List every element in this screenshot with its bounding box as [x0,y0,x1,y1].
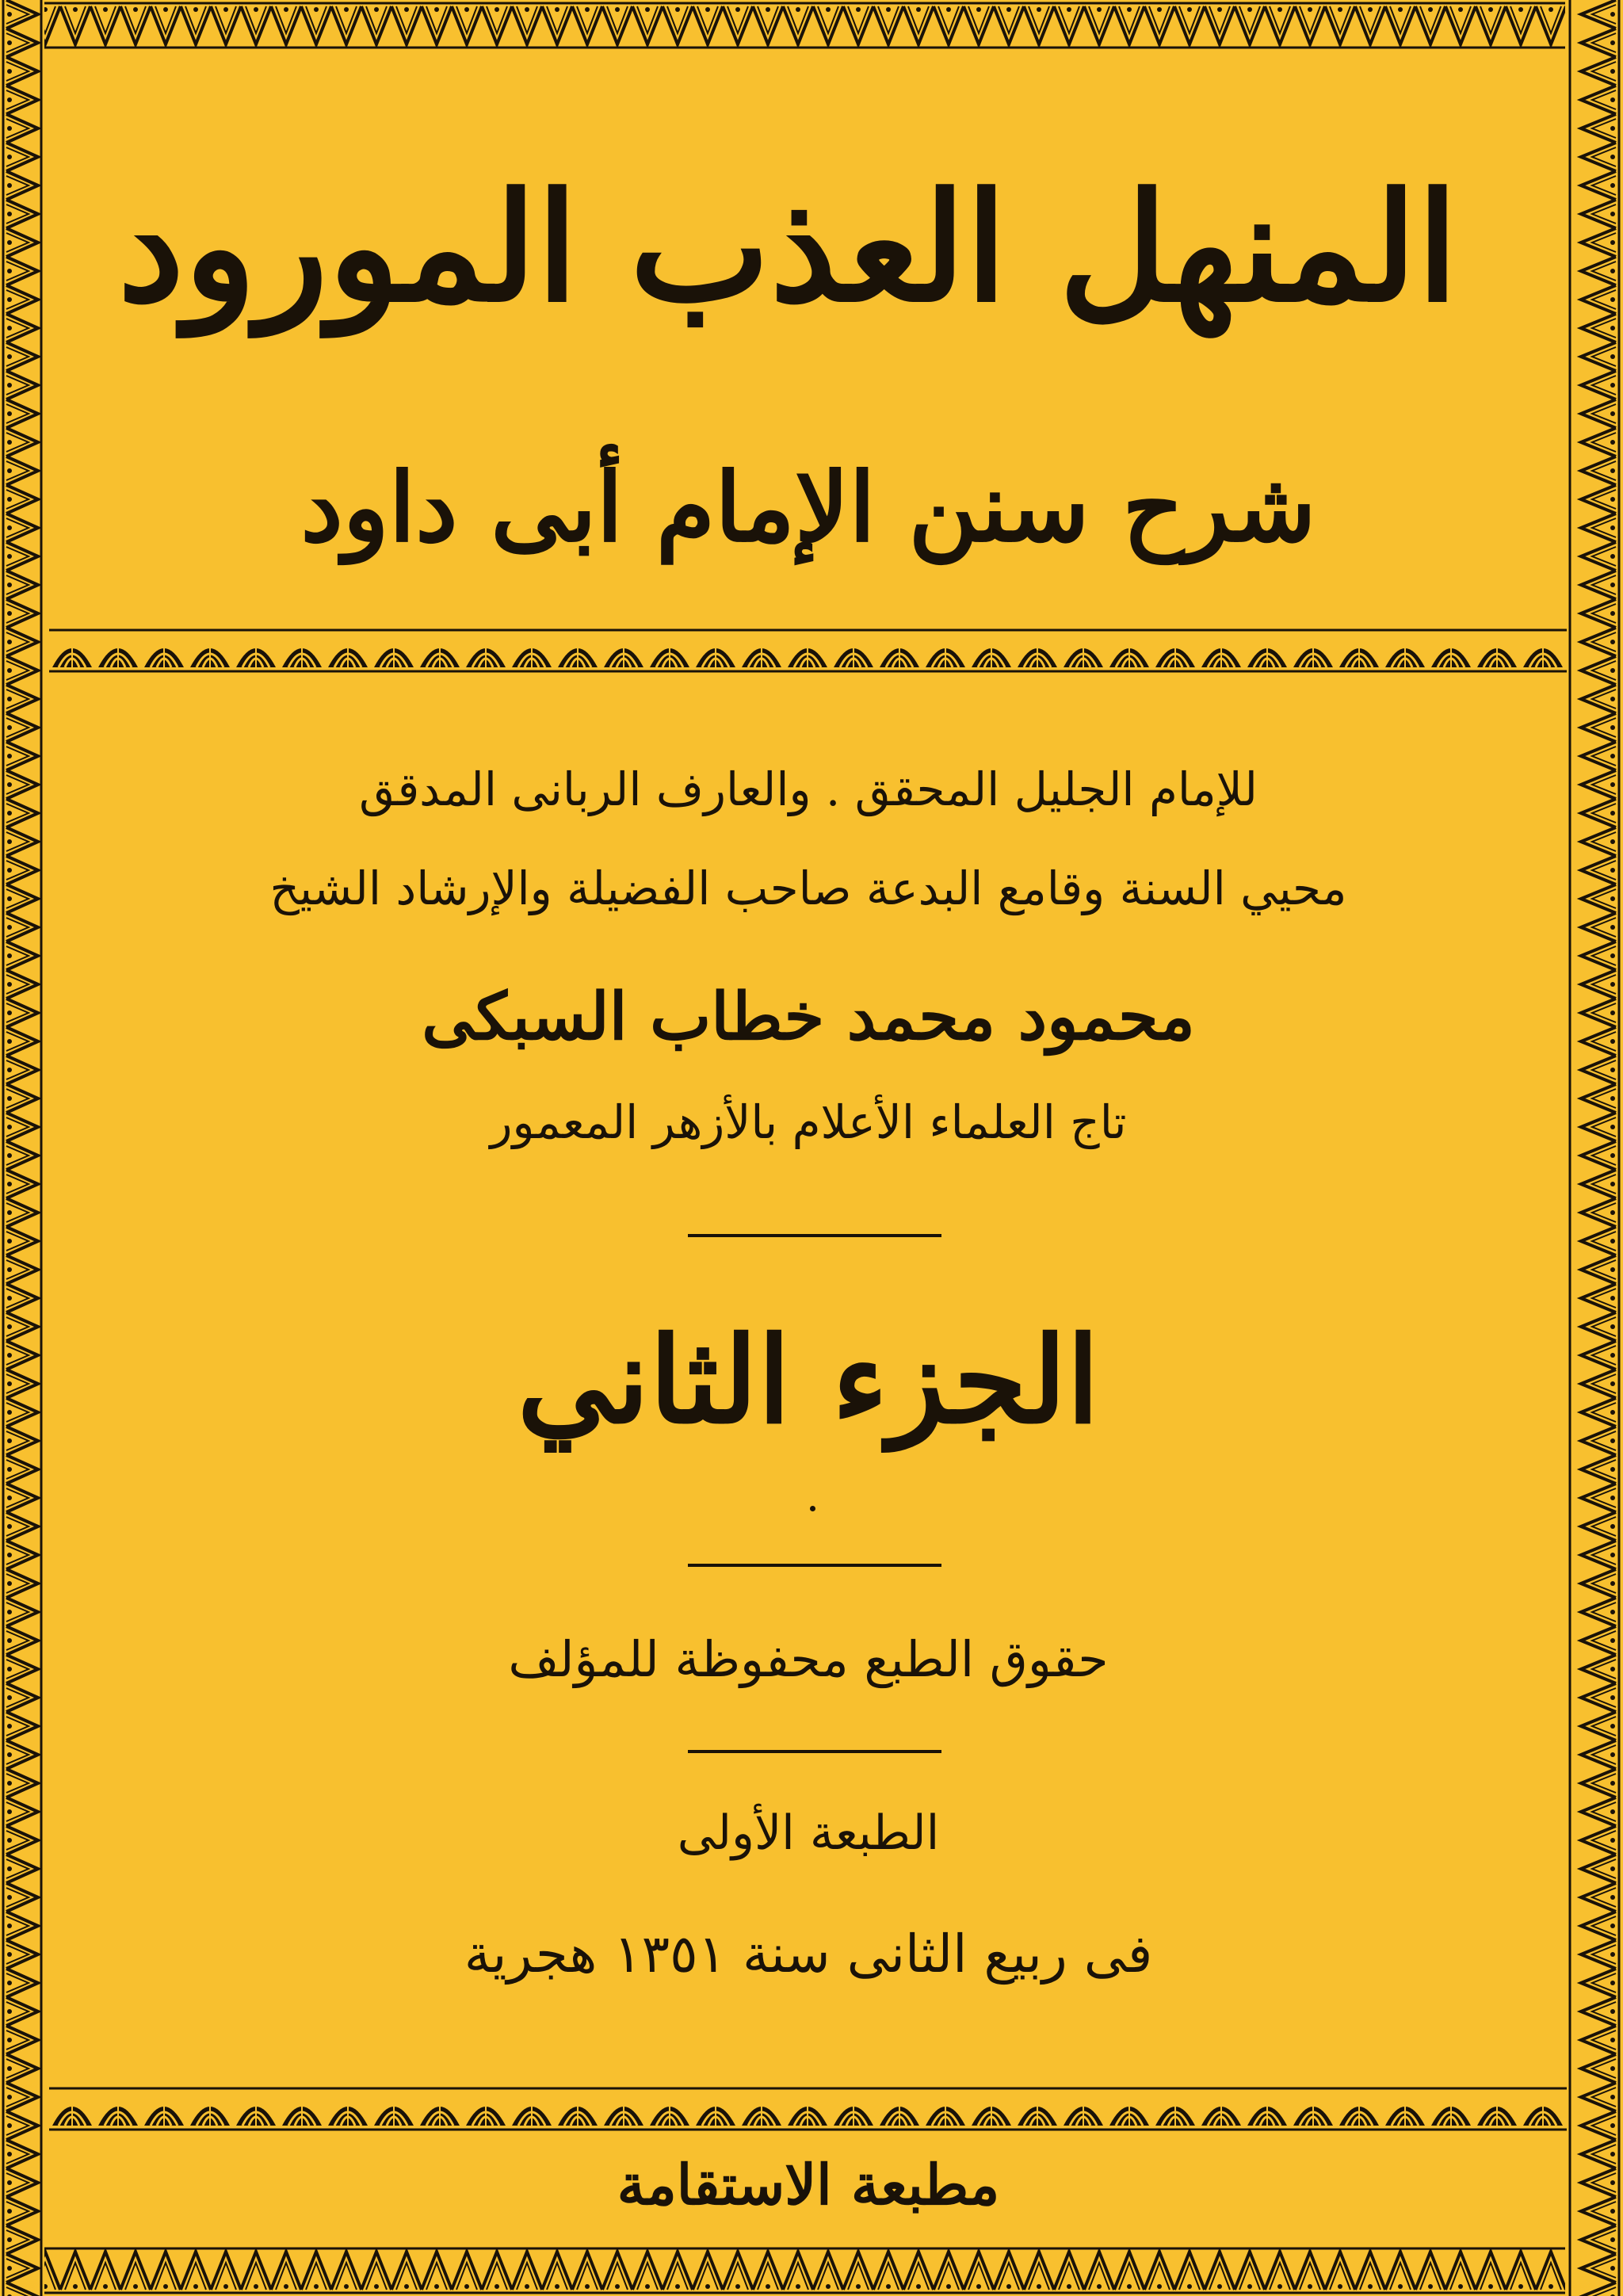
author-honorific: تاج العلماء الأعلام بالأزهر المعمور [490,1095,1127,1149]
book-subtitle: شرح سنن الإمام أبى داود [300,452,1316,563]
publication-date: فى ربيع الثانى سنة ١٣٥١ هجرية [464,1924,1153,1985]
author-name: محمود محمد خطاب السبكى [422,979,1195,1055]
lotus-divider-top [49,628,1567,674]
author-intro-line-1: للإمام الجليل المحقق . والعارف الربانى المدقق [359,762,1258,816]
book-title: المنهل العذب المورود [117,160,1458,335]
edition-label: الطبعة الأولى [677,1805,940,1861]
author-intro-line-2: محيي السنة وقامع البدعة صاحب الفضيلة والإرشاد الشيخ [269,861,1347,915]
left-border-ornament [0,0,44,2296]
ornament-dot [810,1506,815,1511]
lotus-divider-bottom [49,2086,1567,2132]
bottom-border-ornament [0,2245,1623,2296]
separator-rule [688,1564,941,1567]
volume-label: الجزء الثاني [517,1311,1100,1450]
right-border-ornament [1565,0,1623,2296]
publisher-name: مطبعة الاستقامة [617,2152,1000,2218]
copyright-notice: حقوق الطبع محفوظة للمؤلف [508,1630,1109,1688]
separator-rule [688,1750,941,1753]
separator-rule [688,1234,941,1237]
top-border-ornament [0,0,1623,51]
